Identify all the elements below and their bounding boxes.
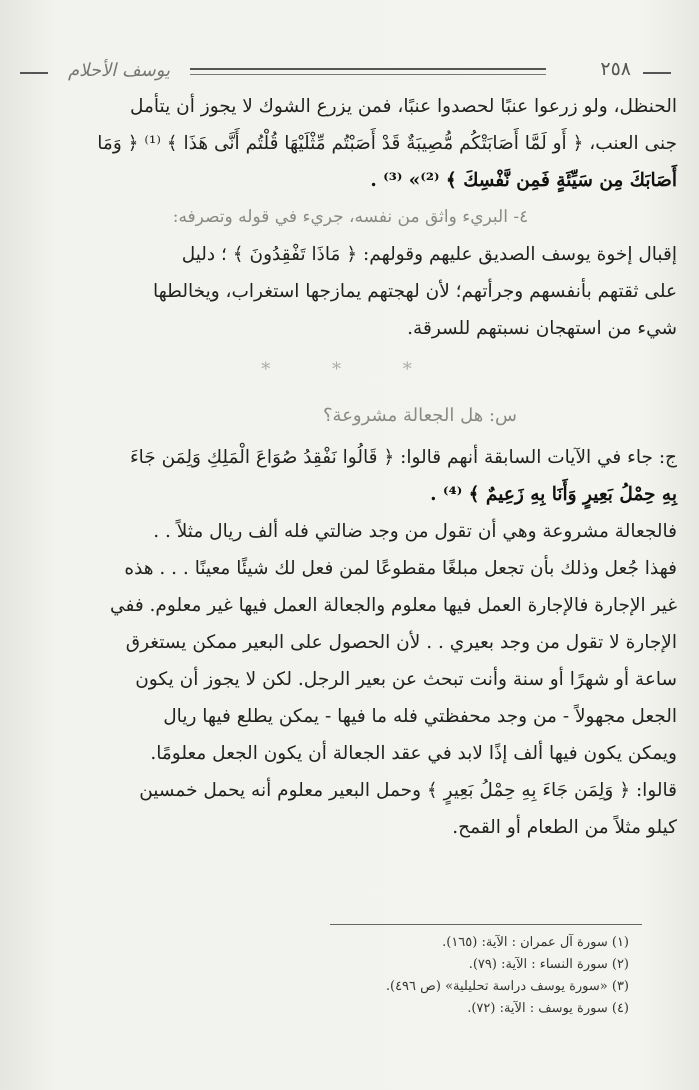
text-line: ج: جاء في الآيات السابقة أنهم قالوا: ﴿ قَالُوا نَفْقِدُ صُوَاعَ الْمَلِكِ وَلِمَن جَاءَ [129,447,677,468]
text-line: إقبال إخوة يوسف الصديق عليهم وقولهم: ﴿ مَاذَا تَفْقِدُونَ ﴾ ؛ دليل [181,244,677,265]
text-line: فالجعالة مشروعة وهي أن تقول من وجد ضالتي فله ألف ريال مثلاً . . [153,521,677,542]
text-line: أَصَابَكَ مِن سَيِّئَةٍ فَمِن نَّفْسِكَ ﴾ ⁽²⁾» ⁽³⁾ . [370,170,677,191]
page-header [20,58,671,88]
page-number: ٢٥٨ [600,58,631,80]
text-line: شيء من استهجان نسبتهم للسرقة. [407,318,677,339]
text-line: كيلو مثلاً من الطعام أو القمح. [452,817,677,838]
header-rule-right [643,72,671,74]
header-rule-left [20,72,48,74]
subheading-4: ٤- البريء واثق من نفسه، جريء في قوله وتصرفه: [172,207,529,227]
text-line: الإجارة لا تقول من وجد بعيري . . لأن الحصول على البعير ممكن يستغرق [125,632,677,653]
footnote-2: (٢) سورة النساء : الآية: (٧٩). [468,957,629,972]
text-line: غير الإجارة فالإجارة العمل فيها معلوم والجعالة العمل فيها غير معلوم. ففي [110,595,677,616]
text-line: بِهِ حِمْلُ بَعِيرٍ وَأَنَا بِهِ زَعِيمٌ ﴾ ⁽⁴⁾ . [430,484,677,505]
section-separator: * * * [261,359,440,380]
text-line: فهذا جُعل وذلك بأن تجعل مبلغًا مقطوعًا لمن فعل لك شيئًا معينًا . . . هذه [124,558,677,579]
footnotes [386,932,629,1020]
header-rule-middle-top [190,68,546,70]
footnote-separator [330,924,642,925]
text-line: ساعة أو شهرًا أو سنة وأنت تبحث عن بعير الرجل. لكن لا يجوز أن يكون [135,669,677,690]
text-line: على ثقتهم بأنفسهم وجرأتهم؛ لأن لهجتهم يمازجها استغراب، ويخالطها [153,281,677,302]
book-title: يوسف الأحلام [68,60,171,81]
text-line: الجعل مجهولاً - من وجد محفظتي فله ما فيها - يمكن يطلع فيها ريال [163,706,677,727]
question-heading: س: هل الجعالة مشروعة؟ [322,405,517,426]
text-line: الحنظل، ولو زرعوا عنبًا لحصدوا عنبًا، فمن يزرع الشوك لا يجوز أن يتأمل [130,96,677,117]
footnote-1: (١) سورة آل عمران : الآية: (١٦٥). [442,935,629,950]
footnote-3: (٣) «سورة يوسف دراسة تحليلية» (ص ٤٩٦). [385,979,629,994]
text-line: قالوا: ﴿ وَلِمَن جَاءَ بِهِ حِمْلُ بَعِيرٍ ﴾ وحمل البعير معلوم أنه يحمل خمسين [139,780,677,801]
page-body [24,88,677,846]
text-line: ويمكن يكون فيها ألف إذًا لابد في عقد الجعالة أن يكون الجعل معلومًا. [150,743,677,764]
header-rule-middle-bottom [190,74,546,75]
text-line: جنى العنب، ﴿ أَو لَمَّا أَصَابَتْكُم مُّصِيبَةٌ قَدْ أَصَبْتُم مِّثْلَيْهَا قُلْتُم أَنَّى هَذَا ﴾ ⁽¹⁾ ﴿ وَمَا [97,133,677,154]
footnote-4: (٤) سورة يوسف : الآية: (٧٢). [467,1001,629,1016]
